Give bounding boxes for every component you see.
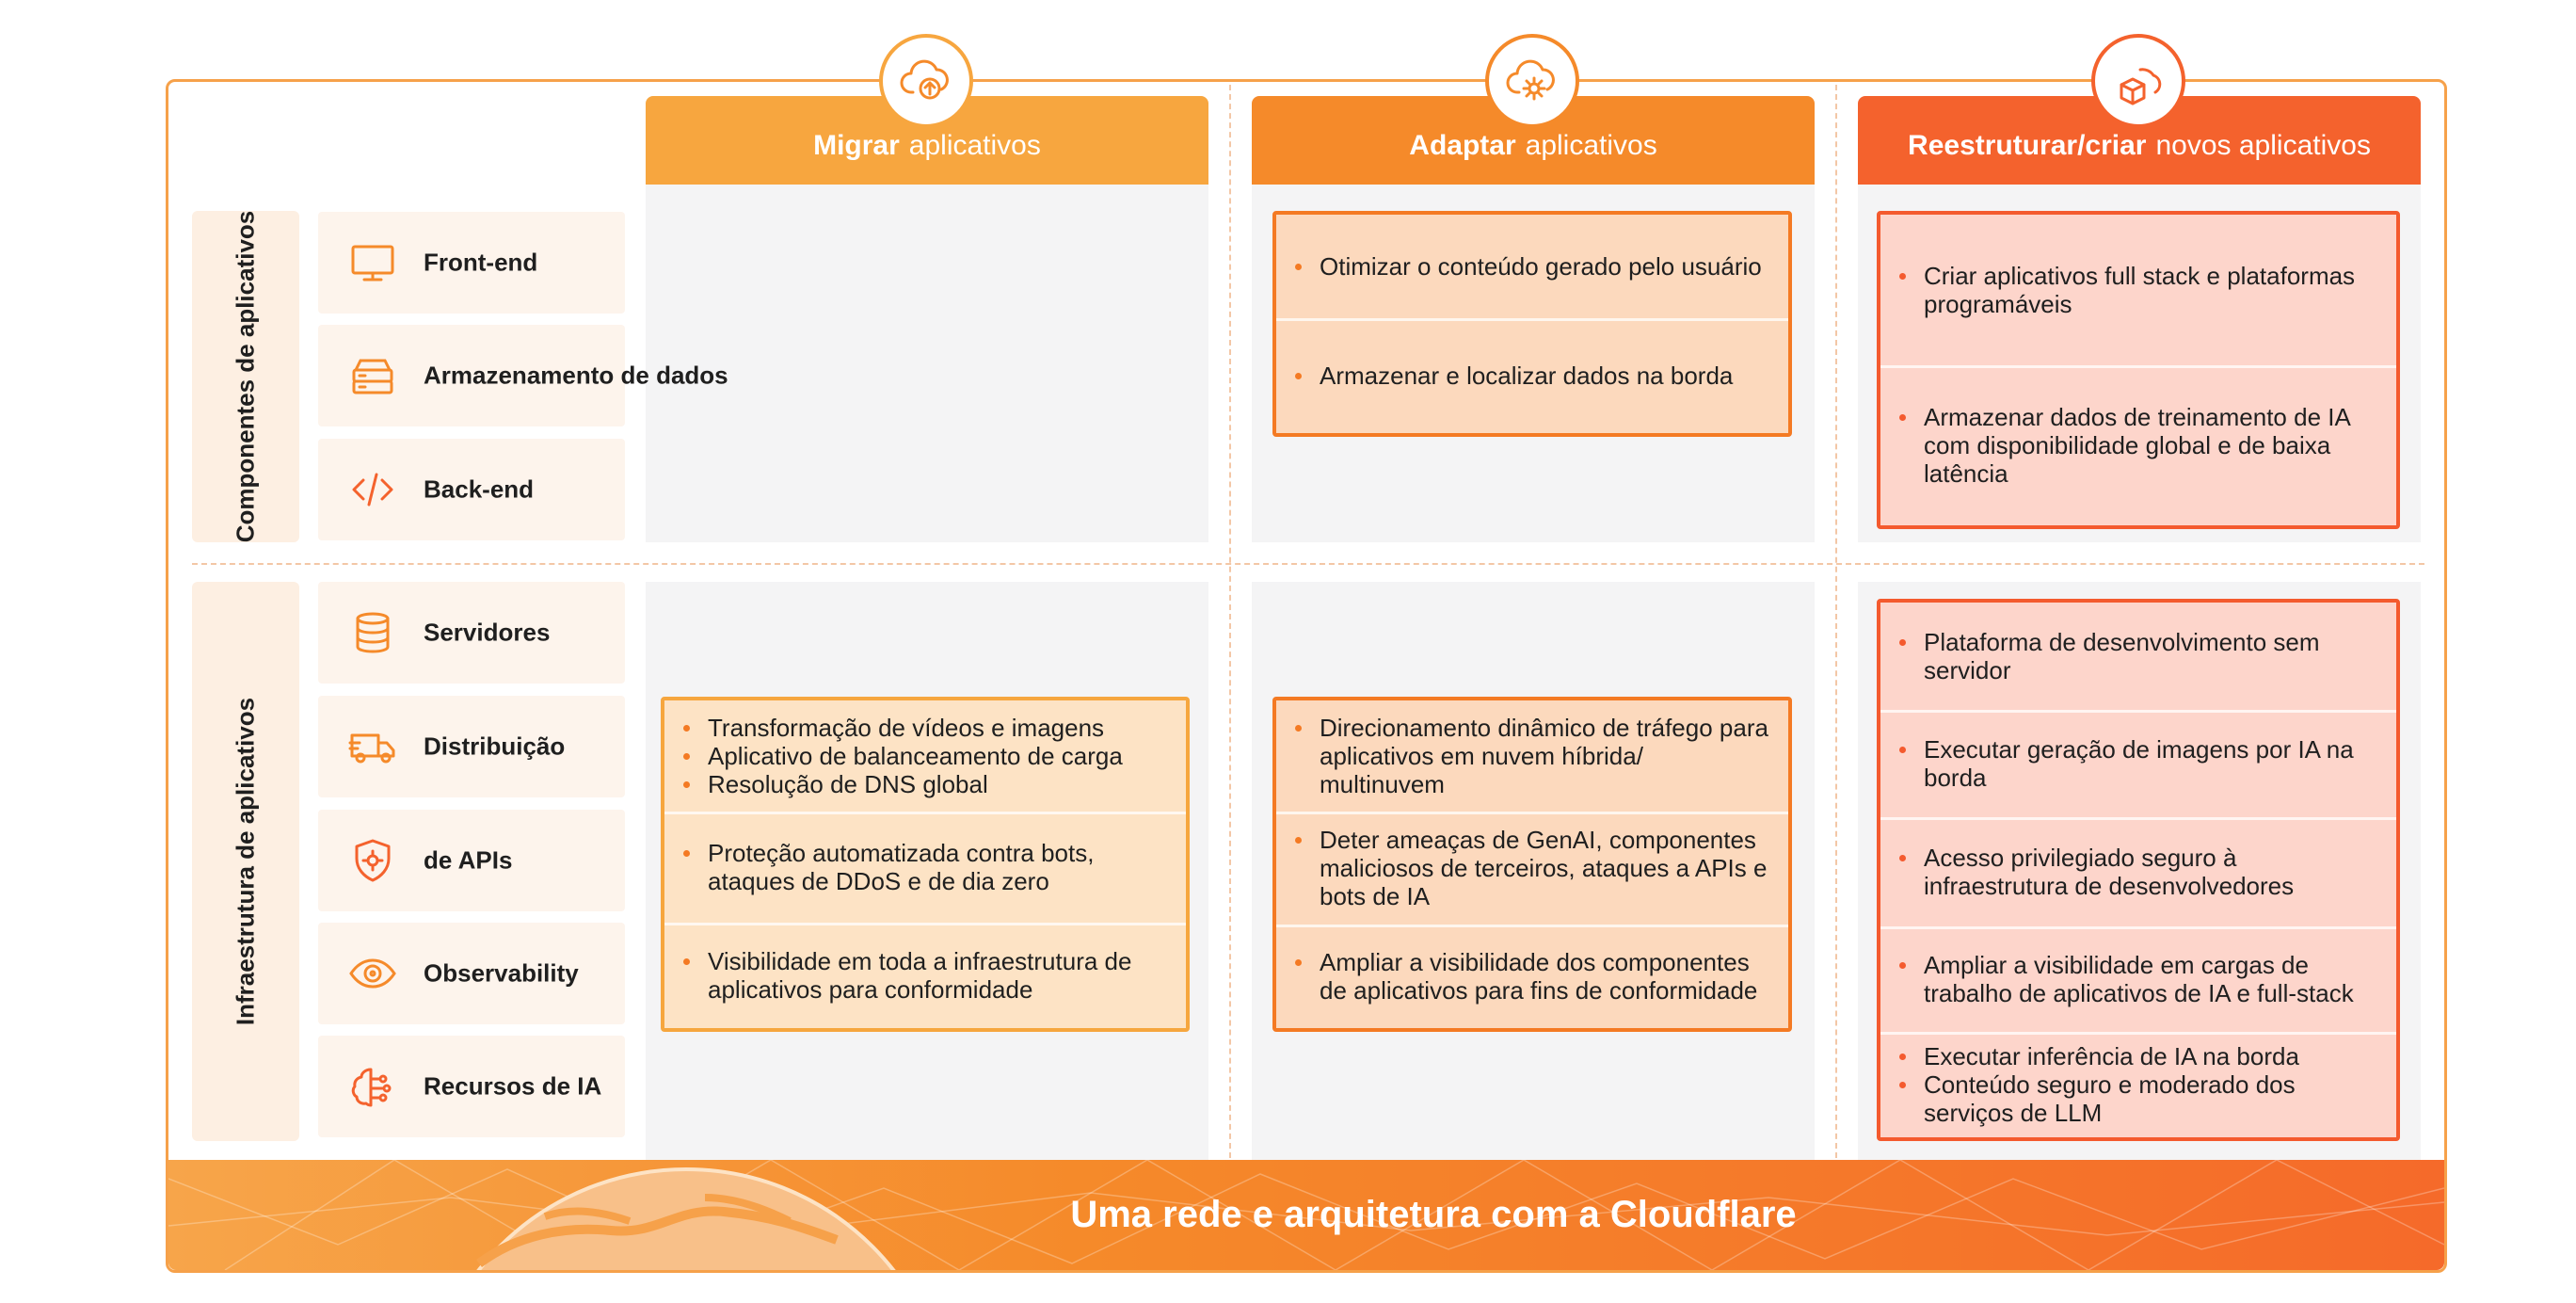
bullet-item: Conteúdo seguro e moderado dos serviços de LLM — [1924, 1070, 2379, 1127]
truck-icon — [348, 722, 397, 771]
bullet-item: Armazenar dados de treinamento de IA com disponibilidade global e de baixa latência — [1924, 403, 2379, 488]
box-cell — [1880, 365, 2396, 525]
group-label-components — [192, 211, 299, 542]
cloud-gear-icon — [1485, 34, 1579, 128]
bullet-item: Executar geração de imagens por IA na borda — [1924, 735, 2379, 792]
bullet-item: Proteção automatizada contra bots, ataques de DDoS e de dia zero — [708, 839, 1169, 895]
bullet-item: Aplicativo de balanceamento de carga — [708, 742, 1123, 770]
box-cell — [1880, 1032, 2396, 1137]
group-label-text: Infraestrutura de aplicativos — [231, 697, 260, 1026]
box-cell — [1276, 700, 1788, 812]
database-icon — [348, 608, 397, 657]
rest-infrastructure-box — [1877, 599, 2400, 1141]
column-header-bold: Adaptar — [1409, 130, 1516, 161]
adapt-components-box — [1272, 211, 1792, 437]
code-icon — [348, 465, 397, 514]
rest-components-box — [1877, 211, 2400, 529]
row-servers — [318, 582, 625, 684]
box-cell — [1276, 812, 1788, 925]
row-apis — [318, 810, 625, 911]
brain-icon — [348, 1062, 397, 1111]
migrate-infrastructure-box — [661, 697, 1190, 1032]
monitor-icon — [348, 238, 397, 287]
row-data-storage — [318, 325, 728, 426]
box-cell — [1276, 318, 1788, 433]
group-label-infrastructure — [192, 582, 299, 1141]
bullet-item: Acesso privilegiado seguro à infraestrutura de desenvolvedores — [1924, 844, 2379, 900]
cloud-cube-icon — [2091, 34, 2185, 128]
column-header-bold: Migrar — [813, 130, 900, 161]
footer-banner — [168, 1160, 2444, 1270]
footer-title: Uma rede e arquitetura com a Cloudflare — [1070, 1194, 1797, 1235]
box-cell — [1276, 215, 1788, 318]
eye-icon — [348, 949, 397, 998]
row-label: Back-end — [424, 475, 535, 504]
row-label: Armazenamento de dados — [424, 361, 728, 390]
box-cell — [1880, 215, 2396, 365]
bullet-item: Plataforma de desenvolvimento sem servidor — [1924, 628, 2379, 684]
column-header-text: novos aplicativos — [2155, 130, 2371, 161]
bullet-item: Transformação de vídeos e imagens — [708, 714, 1123, 742]
box-cell — [664, 923, 1186, 1028]
bullet-item: Armazenar e localizar dados na borda — [1320, 362, 1734, 390]
bullet-item: Direcionamento dinâmico de tráfego para aplicativos em nuvem híbrida/ multinuvem — [1320, 714, 1771, 798]
column-header-text: aplicativos — [908, 130, 1041, 161]
bullet-item: Executar inferência de IA na borda — [1924, 1042, 2379, 1070]
bullet-item: Criar aplicativos full stack e plataformas programáveis — [1924, 262, 2379, 318]
group-label-text: Componentes de aplicativos — [231, 210, 260, 543]
box-cell — [1880, 710, 2396, 817]
group-divider — [192, 563, 2424, 565]
box-cell — [1880, 603, 2396, 710]
cloud-upload-icon — [879, 34, 973, 128]
bullet-item: Deter ameaças de GenAI, componentes maliciosos de terceiros, ataques a APIs e bots de IA — [1320, 826, 1771, 910]
row-observability — [318, 923, 625, 1024]
row-label: Distribuição — [424, 732, 566, 761]
box-cell — [1880, 817, 2396, 926]
row-distribution — [318, 696, 625, 797]
adapt-infrastructure-box — [1272, 697, 1792, 1032]
bullet-item: Otimizar o conteúdo gerado pelo usuário — [1320, 252, 1762, 281]
column-divider — [1229, 85, 1231, 1158]
row-label: de APIs — [424, 845, 513, 875]
storage-icon — [348, 351, 397, 400]
row-label: Servidores — [424, 618, 551, 647]
row-back-end — [318, 439, 625, 540]
row-label: Front-end — [424, 248, 538, 277]
bullet-item: Ampliar a visibilidade em cargas de trabalho de aplicativos de IA e full-stack — [1924, 951, 2379, 1007]
bullet-item: Ampliar a visibilidade dos componentes de aplicativos para fins de conformidade — [1320, 948, 1771, 1005]
column-divider — [1835, 85, 1837, 1158]
box-cell — [664, 700, 1186, 812]
bullet-item: Resolução de DNS global — [708, 770, 1123, 798]
shield-gear-icon — [348, 836, 397, 885]
box-cell — [1276, 925, 1788, 1028]
column-header-text: aplicativos — [1525, 130, 1657, 161]
bullet-item: Visibilidade em toda a infraestrutura de aplicativos para conformidade — [708, 947, 1169, 1004]
row-ai-resources — [318, 1036, 625, 1137]
row-front-end — [318, 212, 625, 314]
box-cell — [664, 812, 1186, 923]
column-migrate-bg — [646, 185, 1208, 542]
column-header-bold: Reestruturar/criar — [1908, 130, 2147, 161]
row-label: Recursos de IA — [424, 1071, 602, 1101]
row-label: Observability — [424, 958, 579, 988]
box-cell — [1880, 926, 2396, 1032]
